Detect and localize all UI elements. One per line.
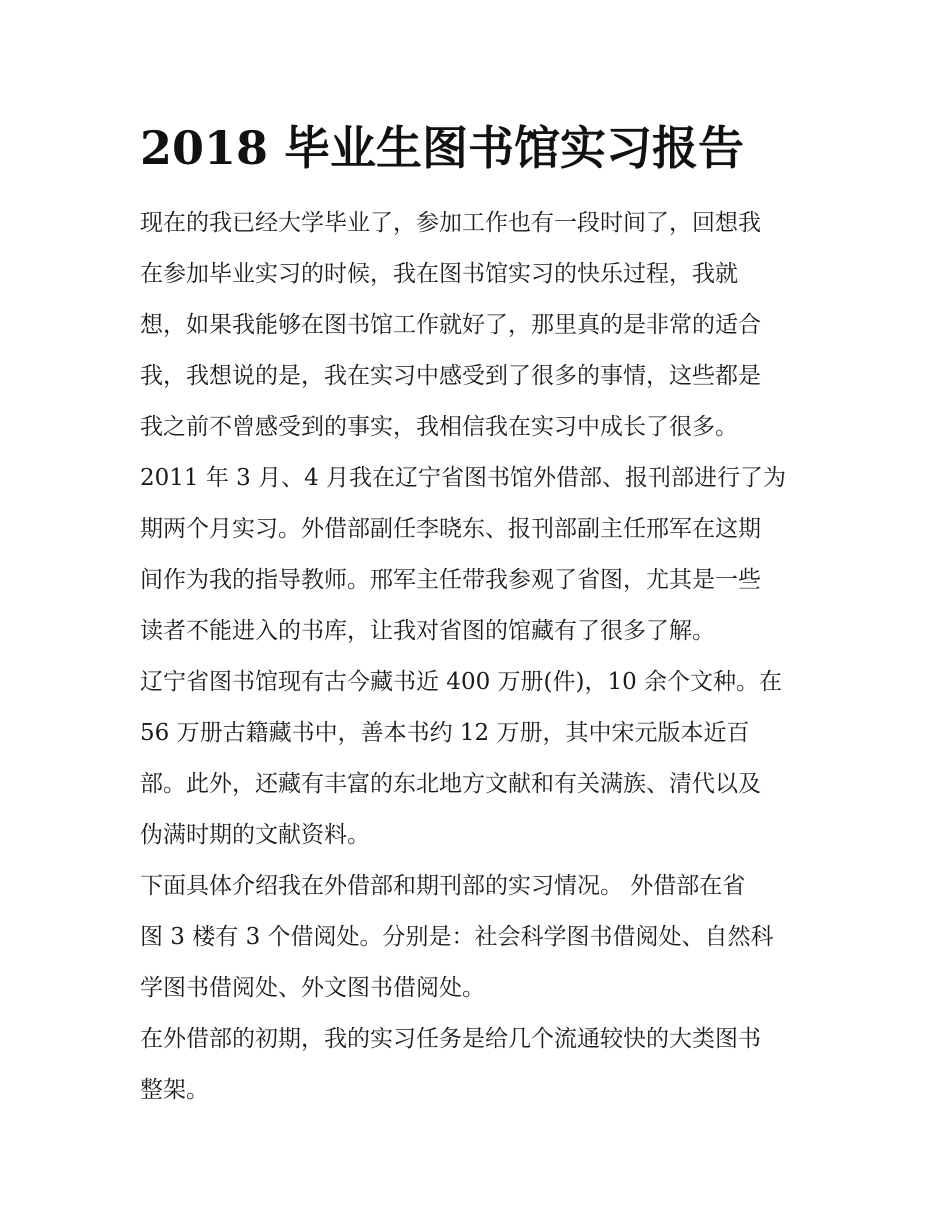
document-title: 2018 毕业生图书馆实习报告 xyxy=(140,121,745,175)
text-line: 学图书借阅处、外文图书借阅处。 xyxy=(140,975,485,1001)
text-line: 读者不能进入的书库，让我对省图的馆藏有了很多了解。 xyxy=(140,618,715,644)
text-line: 图 3 楼有 3 个借阅处。分别是：社会科学图书借阅处、自然科 xyxy=(140,924,774,950)
paragraph-intro xyxy=(140,198,815,453)
text-line: 期两个月实习。外借部副任李晓东、报刊部副主任邢军在这期 xyxy=(140,516,761,542)
text-line: 2011 年 3 月、4 月我在辽宁省图书馆外借部、报刊部进行了为 xyxy=(140,465,787,491)
text-line: 我，我想说的是，我在实习中感受到了很多的事情，这些都是 xyxy=(140,363,761,389)
text-line: 伪满时期的文献资料。 xyxy=(140,822,370,848)
document-body xyxy=(140,198,815,1116)
text-line: 下面具体介绍我在外借部和期刊部的实习情况。 外借部在省 xyxy=(140,873,746,899)
paragraph-lending-department xyxy=(140,861,815,1014)
paragraph-initial-task xyxy=(140,1014,815,1116)
text-line: 辽宁省图书馆现有古今藏书近 400 万册(件)，10 余个文种。在 xyxy=(140,669,783,695)
text-line: 在参加毕业实习的时候，我在图书馆实习的快乐过程，我就 xyxy=(140,261,738,287)
text-line: 间作为我的指导教师。邢军主任带我参观了省图，尤其是一些 xyxy=(140,567,761,593)
text-line: 我之前不曾感受到的事实，我相信我在实习中成长了很多。 xyxy=(140,414,738,440)
text-line: 想，如果我能够在图书馆工作就好了，那里真的是非常的适合 xyxy=(140,312,761,338)
text-line: 在外借部的初期，我的实习任务是给几个流通较快的大类图书 xyxy=(140,1026,761,1052)
text-line: 现在的我已经大学毕业了，参加工作也有一段时间了，回想我 xyxy=(140,210,761,236)
text-line: 部。此外，还藏有丰富的东北地方文献和有关满族、清代以及 xyxy=(140,771,761,797)
paragraph-internship-period xyxy=(140,453,815,657)
paragraph-library-collection xyxy=(140,657,815,861)
text-line: 整架。 xyxy=(140,1077,209,1103)
text-line: 56 万册古籍藏书中，善本书约 12 万册，其中宋元版本近百 xyxy=(140,720,750,746)
